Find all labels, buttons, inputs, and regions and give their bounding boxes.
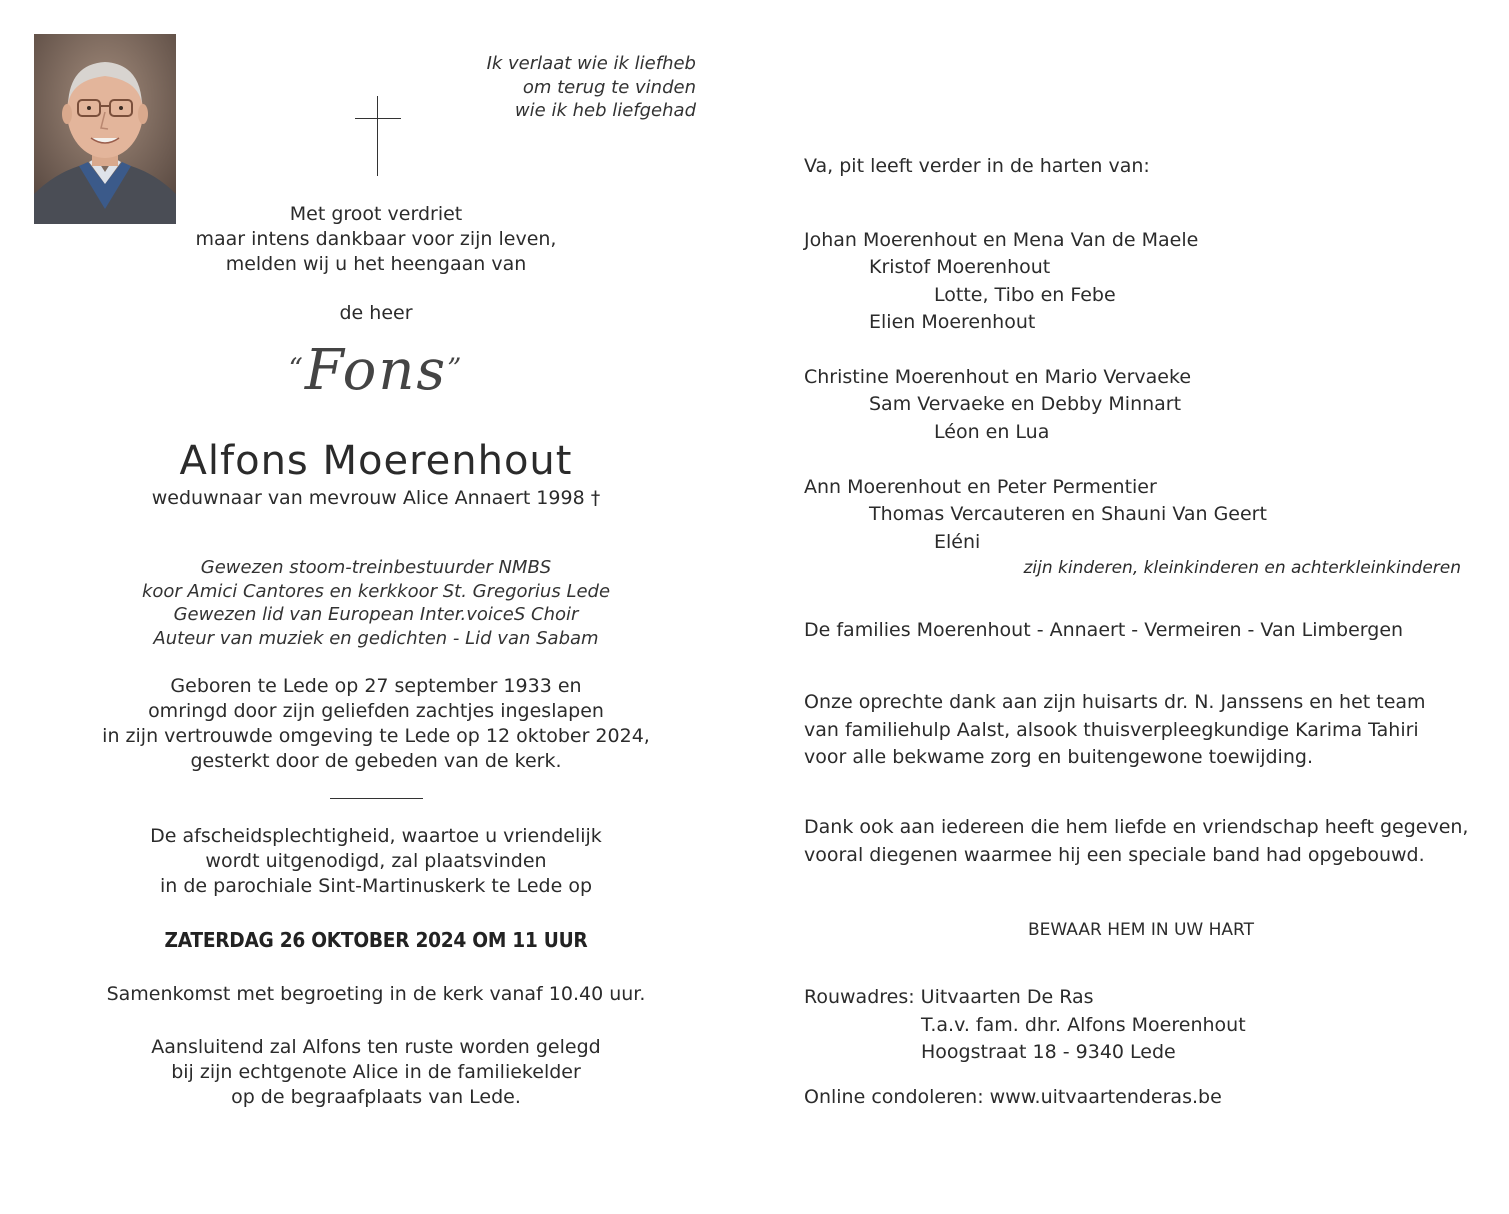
ceremony-date: ZATERDAG 26 OKTOBER 2024 OM 11 UUR <box>164 928 588 952</box>
family-child: Thomas Vercauteren en Shauni Van Geert <box>869 503 1267 525</box>
quote-open: “ <box>288 352 305 385</box>
family-child: Elien Moerenhout <box>869 311 1036 333</box>
address-label: Rouwadres: Uitvaarten De Ras <box>804 986 1094 1008</box>
thanks-line: van familiehulp Aalst, alsook thuisverpleegkundige Karima Tahiri <box>804 718 1419 741</box>
relation-note: zijn kinderen, kleinkinderen en achterkleinkinderen <box>1023 558 1461 578</box>
deceased-name: Alfons Moerenhout <box>179 438 573 484</box>
career-line: Gewezen lid van European Inter.voiceS Choir <box>173 604 579 625</box>
poem-line: Ik verlaat wie ik liefheb <box>486 53 696 74</box>
ceremony-line: in de parochiale Sint-Martinuskerk te Lede op <box>160 875 592 897</box>
title-prefix: de heer <box>339 302 413 324</box>
thanks-line: vooral diegenen waarmee hij een speciale band had opgebouwd. <box>804 843 1425 866</box>
family-grandchild: Eléni <box>934 531 981 553</box>
opening-poem <box>440 52 696 123</box>
ceremony-line: De afscheidsplechtigheid, waartoe u vriendelijk <box>150 825 602 847</box>
families-line: De families Moerenhout - Annaert - Vermeiren - Van Limbergen <box>804 619 1404 641</box>
birth-death-text <box>80 674 672 774</box>
birth-line: gesterkt door de gebeden van de kerk. <box>190 750 562 772</box>
family-child: Kristof Moerenhout <box>869 256 1051 278</box>
divider <box>330 798 423 799</box>
poem-line: wie ik heb liefgehad <box>514 100 696 121</box>
thanks-text-2 <box>804 814 1468 869</box>
birth-line: in zijn vertrouwde omgeving te Lede op 12 oktober 2024, <box>102 725 650 747</box>
burial-line: Aansluitend zal Alfons ten ruste worden gelegd <box>151 1036 601 1058</box>
burial-line: bij zijn echtgenote Alice in de familiekelder <box>171 1061 581 1083</box>
burial-text <box>80 1035 672 1110</box>
family-parent: Johan Moerenhout en Mena Van de Maele <box>804 229 1199 251</box>
family-grandchild: Léon en Lua <box>934 421 1050 443</box>
address-line: Hoogstraat 18 - 9340 Lede <box>921 1041 1176 1063</box>
career-list <box>80 556 672 650</box>
family-parent: Christine Moerenhout en Mario Vervaeke <box>804 366 1192 388</box>
thanks-line: Dank ook aan iedereen die hem liefde en vriendschap heeft gegeven, <box>804 816 1469 838</box>
intro-line: maar intens dankbaar voor zijn leven, <box>195 228 557 250</box>
nickname <box>80 338 672 430</box>
gathering-text: Samenkomst met begroeting in de kerk vanaf 10.40 uur. <box>106 983 646 1005</box>
widower-line: weduwnaar van mevrouw Alice Annaert 1998 † <box>151 487 601 509</box>
cross-icon-bar <box>355 118 401 119</box>
birth-line: omringd door zijn geliefden zachtjes ingeslapen <box>148 700 604 722</box>
thanks-line: voor alle bekwame zorg en buitengewone toewijding. <box>804 746 1313 768</box>
portrait-photo <box>34 34 176 224</box>
cross-icon <box>377 96 378 176</box>
birth-line: Geboren te Lede op 27 september 1933 en <box>170 675 582 697</box>
family-grandchild: Lotte, Tibo en Febe <box>934 284 1116 306</box>
ceremony-text <box>80 824 672 899</box>
intro-line: melden wij u het heengaan van <box>225 253 527 275</box>
career-line: Gewezen stoom-treinbestuurder NMBS <box>200 557 552 578</box>
career-line: Auteur van muziek en gedichten - Lid van Sabam <box>153 627 599 649</box>
portrait-illustration <box>34 34 176 224</box>
ceremony-line: wordt uitgenodigd, zal plaatsvinden <box>205 850 547 872</box>
intro-line: Met groot verdriet <box>289 203 463 225</box>
family-child: Sam Vervaeke en Debby Minnart <box>869 393 1182 415</box>
online-condolence: Online condoleren: www.uitvaartenderas.be <box>804 1086 1222 1108</box>
family-intro: Va, pit leeft verder in de harten van: <box>804 155 1150 177</box>
keep-line: BEWAAR HEM IN UW HART <box>1028 920 1254 940</box>
career-line: koor Amici Cantores en kerkkoor St. Gregorius Lede <box>141 580 611 602</box>
burial-line: op de begraafplaats van Lede. <box>231 1086 521 1108</box>
address-line: T.a.v. fam. dhr. Alfons Moerenhout <box>921 1014 1246 1036</box>
thanks-text <box>804 689 1426 772</box>
nickname-text: Fons <box>304 338 448 403</box>
poem-line: om terug te vinden <box>522 76 696 98</box>
intro-text <box>80 202 672 277</box>
thanks-line: Onze oprechte dank aan zijn huisarts dr. N. Janssens en het team <box>804 691 1426 713</box>
family-parent: Ann Moerenhout en Peter Permentier <box>804 476 1157 498</box>
quote-close: ” <box>447 352 464 385</box>
